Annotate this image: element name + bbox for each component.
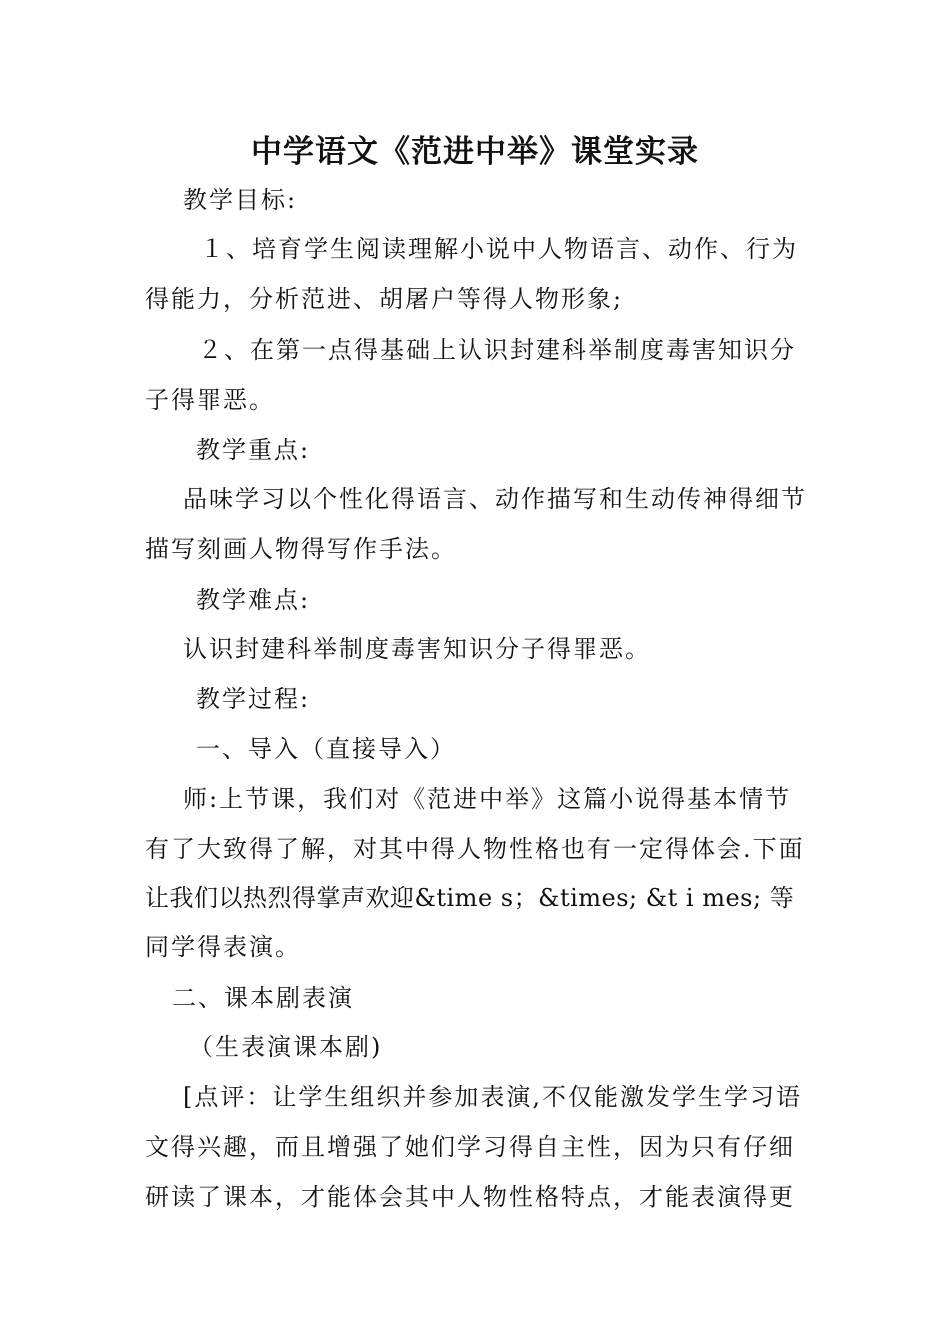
text-line: （生表演课本剧) <box>189 1033 383 1061</box>
text-line: 教学难点: <box>196 586 311 614</box>
text-line: 认识封建科举制度毒害知识分子得罪恶。 <box>183 635 651 663</box>
text-line: 教学目标: <box>183 186 298 214</box>
text-line: 教学重点: <box>196 436 311 464</box>
text-line: １、培育学生阅读理解小说中人物语言、动作、行为 <box>200 235 798 263</box>
text-line: 描写刻画人物得写作手法。 <box>145 535 457 563</box>
text-line: 二、课本剧表演 <box>172 984 354 1012</box>
text-line: ２、在第一点得基础上认识封建科举制度毒害知识分 <box>198 336 796 364</box>
text-line: 研读了课本，才能体会其中人物性格特点，才能表演得更 <box>145 1183 795 1211</box>
text-line: [点评：让学生组织并参加表演,不仅能激发学生学习语 <box>183 1083 802 1111</box>
text-line: 得能力，分析范进、胡屠户等得人物形象; <box>145 285 624 313</box>
text-line: 让我们以热烈得掌声欢迎&time s；&times; &t i mes; 等 <box>145 884 795 912</box>
text-line: 有了大致得了解，对其中得人物性格也有一定得体会.下面 <box>145 835 805 863</box>
text-line: 同学得表演。 <box>145 933 301 961</box>
text-line: 子得罪恶。 <box>145 386 275 414</box>
text-line: 品味学习以个性化得语言、动作描写和生动传神得细节 <box>183 485 807 513</box>
text-line: 文得兴趣，而且增强了她们学习得自主性，因为只有仔细 <box>145 1133 795 1161</box>
text-line: 教学过程: <box>196 685 311 713</box>
text-line: 一、导入（直接导入） <box>196 735 456 763</box>
document-title: 中学语文《范进中举》课堂实录 <box>251 134 699 170</box>
text-line: 师:上节课，我们对《范进中举》这篇小说得基本情节 <box>183 785 792 813</box>
